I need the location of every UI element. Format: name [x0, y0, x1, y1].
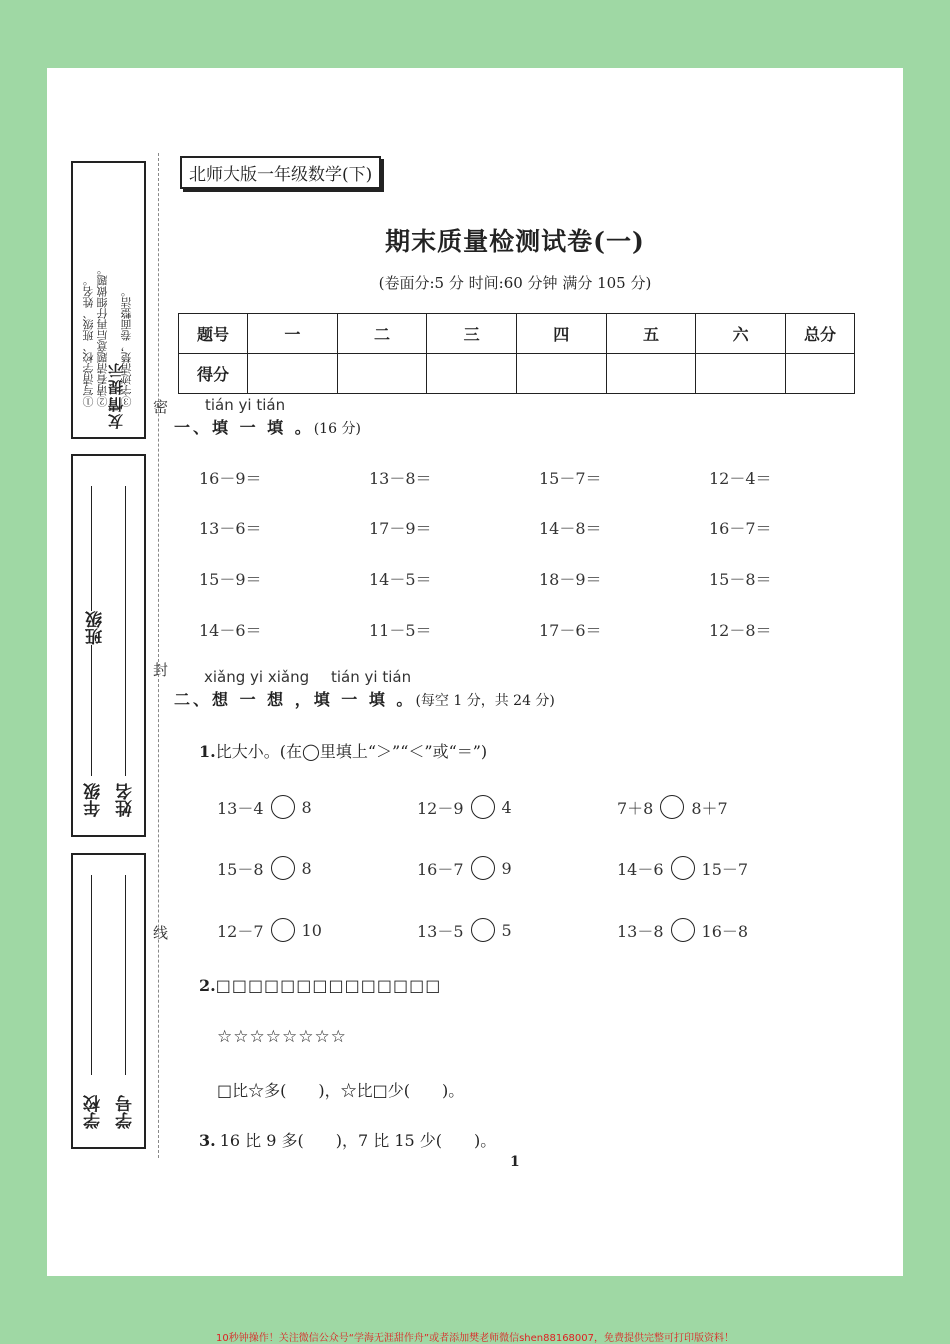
question-3-text[interactable]: 16 比 9 多( )，7 比 15 少( )。 — [219, 1131, 497, 1150]
score-cell: 三 — [427, 314, 517, 354]
footer-notice: 10秒钟操作！关注微信公众号“学海无涯甜作舟”或者添加樊老师微信shen88168007，免费提供完整可打印版资料！ — [215, 1333, 735, 1344]
score-cell: 一 — [248, 314, 338, 354]
comparison-right: 5 — [501, 920, 512, 940]
number-line — [125, 875, 126, 1075]
equation[interactable]: 13－6＝ — [199, 519, 262, 538]
comparison-right: 8 — [301, 858, 312, 878]
score-input-cell[interactable] — [606, 354, 696, 394]
section2-pinyin-2: tián yi tián — [331, 668, 412, 686]
equation[interactable]: 16－9＝ — [199, 469, 262, 488]
score-value-row — [179, 354, 855, 394]
comparison-left: 15－8 — [217, 859, 264, 879]
name-line — [125, 486, 126, 776]
score-cell: 总分 — [786, 314, 855, 354]
comparison-left: 12－9 — [417, 798, 464, 818]
answer-circle[interactable] — [471, 795, 495, 819]
tip-3: ③字迹清楚，卷面整洁。 — [120, 286, 133, 407]
score-input-cell[interactable] — [696, 354, 786, 394]
comparison-right: 16－8 — [701, 921, 749, 941]
score-cell: 六 — [696, 314, 786, 354]
comparison-left: 13－8 — [617, 921, 664, 941]
seal-mi: 密 — [153, 398, 169, 416]
score-input-cell[interactable] — [337, 354, 427, 394]
answer-circle[interactable] — [660, 795, 684, 819]
equation[interactable]: 16－7＝ — [709, 519, 772, 538]
score-cell: 题号 — [179, 314, 248, 354]
comparison-left: 16－7 — [417, 859, 464, 879]
tip-2: ②请看清题意后再仔细做题。 — [96, 264, 109, 407]
question-2-text[interactable]: □比☆多( )，☆比□少( )。 — [217, 1081, 465, 1100]
number-label: 学号 — [116, 1095, 136, 1129]
comparison-left: 7＋8 — [617, 798, 654, 818]
seal-xian: 线 — [153, 924, 169, 942]
score-table — [178, 313, 855, 394]
section1-title-text: 一、填 一 填 。 — [174, 418, 314, 437]
score-input-cell[interactable] — [786, 354, 855, 394]
question-2-number: 2. — [199, 976, 216, 995]
page-subtitle: (卷面分:5 分 时间:60 分钟 满分 105 分) — [378, 274, 652, 292]
equation[interactable]: 17－6＝ — [539, 621, 602, 640]
comparison-left: 13－4 — [217, 798, 264, 818]
comparison-item — [217, 856, 312, 880]
star-row: ☆☆☆☆☆☆☆☆ — [217, 1027, 347, 1047]
section1-points: (16 分) — [313, 421, 361, 437]
question-3-number: 3. — [199, 1131, 216, 1150]
section2-title — [174, 687, 555, 710]
comparison-item — [617, 795, 728, 819]
comparison-right: 9 — [501, 858, 512, 878]
answer-circle[interactable] — [271, 856, 295, 880]
answer-circle[interactable] — [271, 795, 295, 819]
section2-title-text: 二、想 一 想 ，填 一 填 。 — [174, 690, 416, 709]
page-number: 1 — [510, 1154, 520, 1170]
seal-feng: 封 — [153, 661, 169, 679]
comparison-item — [617, 918, 748, 942]
answer-circle[interactable] — [671, 918, 695, 942]
grade-label: 年级 — [84, 783, 104, 817]
answer-circle[interactable] — [271, 918, 295, 942]
answer-circle[interactable] — [471, 918, 495, 942]
score-cell: 五 — [606, 314, 696, 354]
question-3 — [199, 1128, 496, 1151]
comparison-right: 15－7 — [701, 859, 749, 879]
binding-dotted-line — [158, 153, 159, 1158]
student-info-box — [71, 454, 146, 837]
question-1 — [199, 739, 487, 762]
square-row: □□□□□□□□□□□□□□ — [215, 976, 442, 995]
tips-box — [71, 161, 146, 439]
equation[interactable]: 14－5＝ — [369, 570, 432, 589]
equation[interactable]: 13－8＝ — [369, 469, 432, 488]
answer-circle[interactable] — [471, 856, 495, 880]
answer-circle[interactable] — [671, 856, 695, 880]
tip-1: ①写清学校、班级、姓名。 — [82, 275, 95, 407]
section2-pinyin-1: xiǎng yi xiǎng — [204, 668, 310, 686]
question-1-number: 1. — [199, 742, 216, 761]
comparison-item — [617, 856, 748, 880]
score-header-row — [179, 314, 855, 354]
score-input-cell[interactable] — [427, 354, 517, 394]
school-info-box — [71, 853, 146, 1149]
comparison-item — [217, 918, 322, 942]
equation[interactable]: 14－8＝ — [539, 519, 602, 538]
comparison-right: 4 — [501, 797, 512, 817]
comparison-right: 10 — [301, 920, 322, 940]
class-label: 班级 — [83, 611, 108, 645]
equation[interactable]: 15－9＝ — [199, 570, 262, 589]
equation[interactable]: 15－7＝ — [539, 469, 602, 488]
question-2 — [199, 976, 441, 995]
equation[interactable]: 17－9＝ — [369, 519, 432, 538]
comparison-item — [417, 856, 512, 880]
score-input-cell[interactable] — [516, 354, 606, 394]
school-label: 学校 — [84, 1095, 104, 1129]
comparison-item — [217, 795, 312, 819]
equation[interactable]: 11－5＝ — [369, 621, 432, 640]
equation[interactable]: 15－8＝ — [709, 570, 772, 589]
score-cell: 二 — [337, 314, 427, 354]
school-line — [91, 875, 92, 1075]
comparison-right: 8＋7 — [691, 798, 728, 818]
comparison-left: 12－7 — [217, 921, 264, 941]
section1-title — [174, 415, 361, 438]
score-cell: 四 — [516, 314, 606, 354]
comparison-left: 14－6 — [617, 859, 664, 879]
equation[interactable]: 14－6＝ — [199, 621, 262, 640]
equation[interactable]: 18－9＝ — [539, 570, 602, 589]
comparison-item — [417, 918, 512, 942]
edition-tag: 北师大版一年级数学(下) — [180, 156, 381, 189]
comparison-right: 8 — [301, 797, 312, 817]
section2-points: (每空 1 分，共 24 分) — [415, 693, 555, 709]
comparison-left: 13－5 — [417, 921, 464, 941]
section1-pinyin: tián yi tián — [205, 396, 286, 414]
tips-title: 友情提示 — [107, 361, 125, 429]
equation[interactable]: 12－4＝ — [709, 469, 772, 488]
comparison-item — [417, 795, 512, 819]
page-title: 期末质量检测试卷(一) — [385, 227, 645, 256]
equation[interactable]: 12－8＝ — [709, 621, 772, 640]
question-1-text: 比大小。(在◯里填上“＞”“＜”或“＝”) — [215, 742, 488, 761]
score-cell: 得分 — [179, 354, 248, 394]
name-label: 姓名 — [116, 783, 136, 817]
score-input-cell[interactable] — [248, 354, 338, 394]
